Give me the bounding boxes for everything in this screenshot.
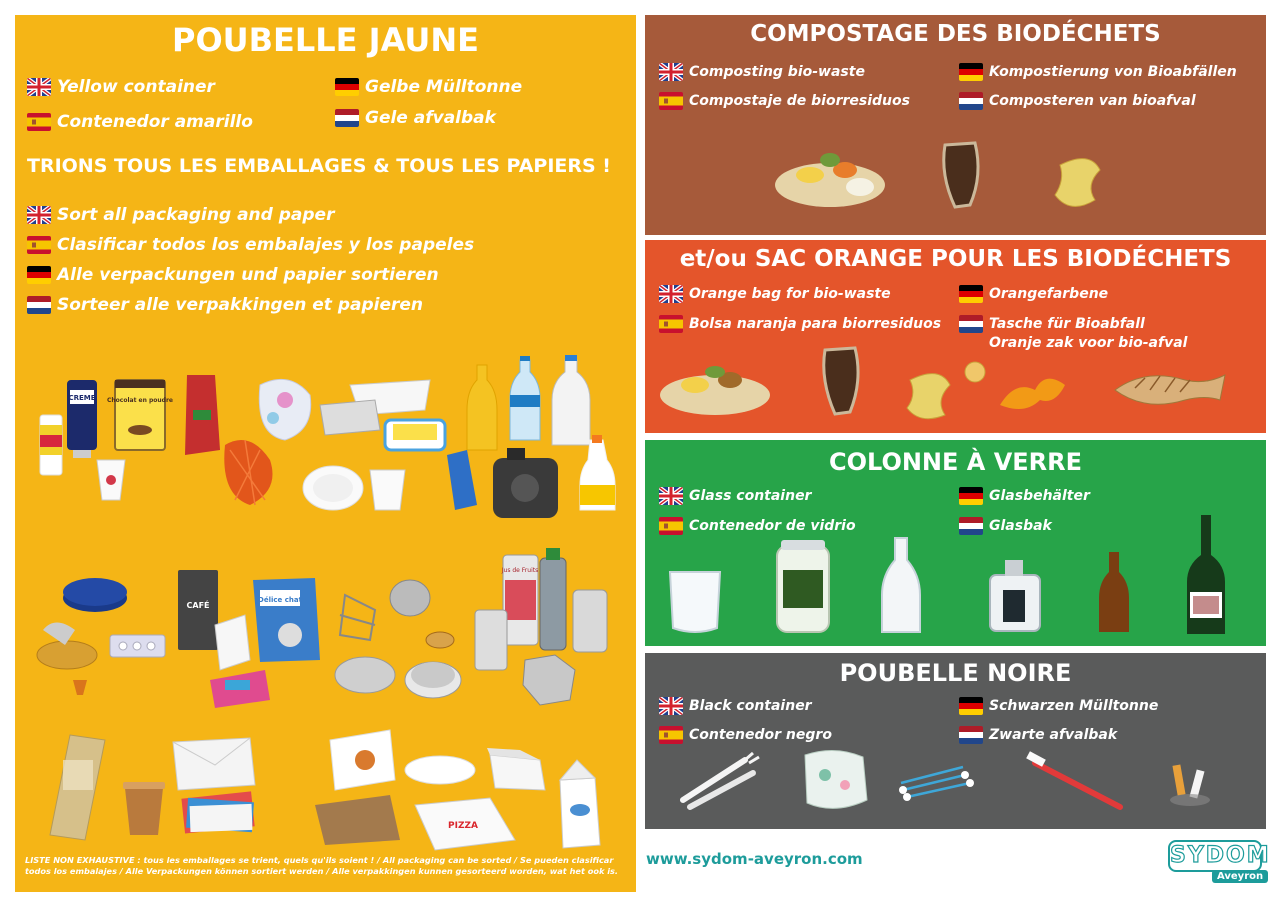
orange-lang-nl-text: Oranje zak voor bio-afval xyxy=(989,335,1188,351)
crumpled-foil-icon xyxy=(523,655,575,705)
blister-pack-icon xyxy=(110,635,165,657)
milk-bottle-icon xyxy=(552,355,590,445)
sydom-logo xyxy=(1166,840,1271,886)
flag-es-icon xyxy=(659,315,683,333)
coffee-filter-icon xyxy=(824,348,858,414)
footnote-bold: LISTE NON EXHAUSTIVE : xyxy=(25,855,141,865)
jerrycan-icon xyxy=(493,448,558,518)
milk-carton-icon xyxy=(560,760,600,848)
glass-lang-de-text: Glasbehälter xyxy=(989,488,1090,504)
yellow-lang-en xyxy=(27,77,215,97)
apple-core-icon xyxy=(1055,159,1100,207)
tin-can-icon xyxy=(405,662,461,698)
compost-lang-nl-text: Composteren van bioafval xyxy=(989,93,1196,109)
black-bin-title: POUBELLE NOIRE xyxy=(839,659,1072,687)
plastic-wrap-icon xyxy=(259,379,310,440)
flag-es-icon xyxy=(659,92,683,110)
food-can-icon xyxy=(475,610,507,670)
lid-icon xyxy=(390,580,454,648)
flag-uk-icon xyxy=(659,697,683,715)
glass-title: COLONNE À VERRE xyxy=(828,448,1083,476)
compost-lang-de-text: Kompostierung von Bioabfällen xyxy=(989,64,1237,80)
juice-label: Jus de Fruits xyxy=(501,567,539,574)
blue-bottle-icon xyxy=(447,450,477,510)
footnote-text: tous les emballages se trient, quels qu'ils soient ! / All packaging can be sorted / Se pueden clasificar todos los embalajes / Alle Verpackungen können sortiert werden / Alle verpakkingen kunnen gesorteerd worden, wat het ook is. xyxy=(25,855,619,876)
flag-nl-icon xyxy=(959,315,983,333)
compost-lang-de xyxy=(959,63,1237,81)
yellow-sort-nl-text: Sorteer alle verpakkingen et papieren xyxy=(57,295,424,315)
candy-wrapper-icon xyxy=(210,670,270,708)
compost-lang-en-text: Composting bio-waste xyxy=(689,64,865,80)
glass-lang-es-text: Contenedor de vidrio xyxy=(689,518,856,534)
compost-title: COMPOSTAGE DES BIODÉCHETS xyxy=(750,21,1161,47)
toothbrush-icon xyxy=(1026,751,1120,807)
black-lang-es-text: Contenedor negro xyxy=(689,727,832,743)
yellow-sort-es xyxy=(27,235,474,255)
beer-bottle-icon xyxy=(1099,552,1129,632)
perfume-bottle-icon xyxy=(990,560,1040,631)
pet-food-label: Délice chat xyxy=(258,596,302,604)
orange-peel-icon xyxy=(1000,379,1065,409)
plastic-cutlery-icon xyxy=(683,753,759,807)
logo-main-text: SYDOM xyxy=(1168,840,1262,872)
flag-uk-icon xyxy=(659,487,683,505)
plastic-cup-icon xyxy=(370,470,405,510)
meat-bag-icon xyxy=(185,375,220,455)
flag-de-icon xyxy=(959,487,983,505)
wine-bottle-icon xyxy=(1187,515,1225,634)
website-link[interactable]: www.sydom-aveyron.com xyxy=(646,850,863,868)
coffee-filter-icon xyxy=(944,143,978,207)
cocoa-label: Chocolat en poudre xyxy=(107,397,173,404)
aerosol-icon xyxy=(540,548,566,650)
soda-can-icon xyxy=(573,590,607,652)
glass-panel xyxy=(645,440,1266,646)
flag-de-icon xyxy=(959,697,983,715)
yellow-sort-en xyxy=(27,205,334,225)
envelope-icon xyxy=(173,738,255,790)
yellow-bin-title: POUBELLE JAUNE xyxy=(172,21,479,59)
flag-nl-icon xyxy=(959,726,983,744)
black-bin-panel xyxy=(645,653,1266,829)
detergent-bottle-icon xyxy=(580,435,615,510)
glass-illustrations xyxy=(645,510,1266,640)
flag-nl-icon xyxy=(959,92,983,110)
orange-lang-es xyxy=(659,315,941,333)
pet-food-bag-icon xyxy=(253,578,320,662)
wire-cap-icon xyxy=(340,595,375,640)
black-lang-nl xyxy=(959,726,1117,744)
magazines-icon xyxy=(181,791,254,833)
compost-illustrations xyxy=(645,125,1266,230)
yellow-lang-en-text: Yellow container xyxy=(57,77,215,97)
orange-lang-nl-2 xyxy=(989,335,1187,351)
yellow-bottle-icon xyxy=(467,365,497,450)
orange-lang-de xyxy=(959,285,1108,303)
yellow-footnote xyxy=(25,855,627,877)
black-lang-en-text: Black container xyxy=(689,698,812,714)
flag-uk-icon xyxy=(27,206,51,224)
flag-uk-icon xyxy=(659,63,683,81)
orange-lang-de-text: Orangefarbene xyxy=(989,286,1109,302)
apple-core-icon xyxy=(907,362,985,419)
orange-bag-panel xyxy=(645,240,1266,433)
orange-bag-illustrations xyxy=(645,350,1266,430)
orange-lang-nl xyxy=(959,315,1145,333)
glass-lang-en xyxy=(659,487,811,505)
cigarette-butts-icon xyxy=(1170,765,1210,806)
fish-bones-icon xyxy=(1115,375,1225,404)
compost-lang-en xyxy=(659,63,865,81)
butter-tub-icon xyxy=(385,420,445,450)
bread-bag-icon xyxy=(50,735,105,840)
glass-lang-en-text: Glass container xyxy=(689,488,812,504)
glass-lang-de xyxy=(959,487,1090,505)
flag-es-icon xyxy=(27,113,51,131)
yellow-lang-es-text: Contenedor amarillo xyxy=(57,112,253,132)
milk-glass-bottle-icon xyxy=(882,538,920,632)
flag-uk-icon xyxy=(27,78,51,96)
yellow-subtitle: TRIONS TOUS LES EMBALLAGES & TOUS LES PAPIERS ! xyxy=(27,155,611,177)
coffee-capsule-icon xyxy=(73,680,87,695)
food-box-icon xyxy=(330,730,395,790)
diaper-icon xyxy=(805,750,867,808)
yellow-lang-de xyxy=(335,77,522,97)
cotton-swabs-icon xyxy=(899,767,974,801)
net-bag-icon xyxy=(224,440,272,505)
yogurt-cup-icon xyxy=(97,460,125,500)
round-tin-icon xyxy=(63,578,127,612)
foil-dish-icon xyxy=(37,623,97,670)
flag-de-icon xyxy=(959,63,983,81)
pickle-jar-icon xyxy=(777,540,829,632)
paper-cup-icon xyxy=(123,782,165,835)
cardboard-icon xyxy=(315,795,400,845)
black-lang-es xyxy=(659,726,832,744)
compost-lang-es xyxy=(659,92,910,110)
yellow-sort-nl xyxy=(27,295,423,315)
yellow-sort-es-text: Clasificar todos los embalajes y los papeles xyxy=(57,235,475,255)
orange-lang-en xyxy=(659,285,891,303)
flag-nl-icon xyxy=(335,109,359,127)
pizza-box-icon xyxy=(415,798,515,850)
orange-lang-es-text: Bolsa naranja para biorresiduos xyxy=(689,316,942,332)
compost-lang-nl xyxy=(959,92,1196,110)
tube-label: CREME xyxy=(68,394,96,402)
pizza-label: PIZZA xyxy=(448,821,478,831)
yellow-sort-de-text: Alle verpackungen und papier sortieren xyxy=(57,265,439,285)
flag-es-icon xyxy=(27,236,51,254)
plate-icon xyxy=(303,466,363,510)
black-bin-illustrations xyxy=(645,745,1266,825)
orange-lang-de2-text: Tasche für Bioabfall xyxy=(989,316,1145,332)
flag-nl-icon xyxy=(27,296,51,314)
compost-lang-es-text: Compostaje de biorresiduos xyxy=(689,93,910,109)
packaging-illustrations xyxy=(15,340,636,850)
water-bottle-icon xyxy=(510,356,540,440)
flag-uk-icon xyxy=(659,285,683,303)
straw-pack-icon xyxy=(215,615,250,670)
black-lang-en xyxy=(659,697,812,715)
tissue-box-icon xyxy=(487,748,545,790)
stick-tube-icon xyxy=(40,415,62,475)
coffee-pack-icon xyxy=(178,570,218,650)
black-lang-de xyxy=(959,697,1158,715)
flag-es-icon xyxy=(659,726,683,744)
food-scraps-icon xyxy=(775,153,885,207)
foil-tray-icon xyxy=(335,657,395,693)
yellow-lang-de-text: Gelbe Mülltonne xyxy=(365,77,523,97)
compost-panel xyxy=(645,15,1266,235)
black-lang-nl-text: Zwarte afvalbak xyxy=(989,727,1118,743)
yellow-lang-nl xyxy=(335,108,496,128)
food-scraps-icon xyxy=(660,366,770,415)
yellow-lang-es xyxy=(27,112,253,132)
flag-de-icon xyxy=(959,285,983,303)
orange-bag-title: et/ou SAC ORANGE POUR LES BIODÉCHETS xyxy=(679,246,1232,272)
cocoa-box-icon xyxy=(107,380,173,450)
coffee-label: CAFÉ xyxy=(186,601,210,610)
flag-de-icon xyxy=(27,266,51,284)
black-lang-de-text: Schwarzen Mülltonne xyxy=(989,698,1159,714)
yellow-sort-de xyxy=(27,265,439,285)
yellow-lang-nl-text: Gele afvalbak xyxy=(365,108,496,128)
glass-lang-nl-text: Glasbak xyxy=(989,518,1052,534)
flag-de-icon xyxy=(335,78,359,96)
glass-jar-icon xyxy=(670,572,720,632)
yellow-bin-panel xyxy=(15,15,636,892)
tube-cream-icon xyxy=(67,380,97,458)
logo-sub-text: Aveyron xyxy=(1212,870,1268,883)
orange-lang-en-text: Orange bag for bio-waste xyxy=(689,286,891,302)
paper-plate-icon xyxy=(405,756,475,784)
yellow-sort-en-text: Sort all packaging and paper xyxy=(57,205,335,225)
